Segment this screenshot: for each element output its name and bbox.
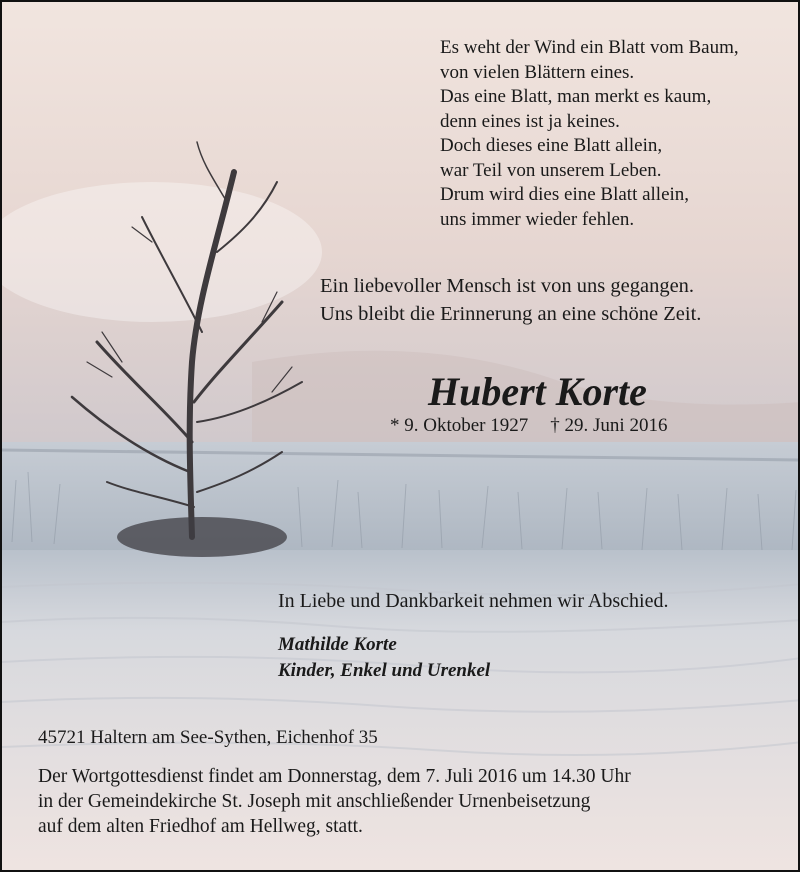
mourner-line: Mathilde Korte [278, 634, 397, 655]
address: 45721 Haltern am See-Sythen, Eichenhof 35 [38, 727, 378, 748]
life-dates [390, 415, 667, 437]
mourners [278, 632, 490, 684]
poem-line: von vielen Blättern eines. [440, 61, 635, 83]
service-line: in der Gemeindekirche St. Joseph mit anschließender Urnenbeisetzung [38, 791, 591, 812]
service-line: auf dem alten Friedhof am Hellweg, statt. [38, 816, 363, 837]
poem-line: war Teil von unserem Leben. [440, 159, 662, 181]
deceased-name: Hubert Korte [428, 369, 647, 414]
mourner-line: Kinder, Enkel und Urenkel [278, 660, 491, 681]
poem-line: Doch dieses eine Blatt allein, [440, 135, 663, 156]
intro-line: Uns bleibt die Erinnerung an eine schöne Zeit. [320, 303, 702, 325]
service-line: Der Wortgottesdienst findet am Donnerstag, dem 7. Juli 2016 um 14.30 Uhr [38, 766, 631, 787]
poem-line: denn eines ist ja keines. [440, 110, 620, 132]
poem-line: Das eine Blatt, man merkt es kaum, [440, 86, 712, 107]
intro-line: Ein liebevoller Mensch ist von uns gegangen. [320, 275, 695, 297]
farewell-text: In Liebe und Dankbarkeit nehmen wir Abschied. [278, 590, 669, 612]
intro-text [320, 272, 701, 328]
funeral-service-info [38, 764, 631, 839]
poem-line: uns immer wieder fehlen. [440, 208, 635, 230]
death-date: † 29. Juni 2016 [550, 415, 668, 436]
birth-date: * 9. Oktober 1927 [390, 415, 529, 436]
poem [440, 36, 739, 232]
tree-base-shrubs [117, 517, 287, 557]
poem-line: Es weht der Wind ein Blatt vom Baum, [440, 37, 739, 58]
poem-line: Drum wird dies eine Blatt allein, [440, 184, 690, 205]
